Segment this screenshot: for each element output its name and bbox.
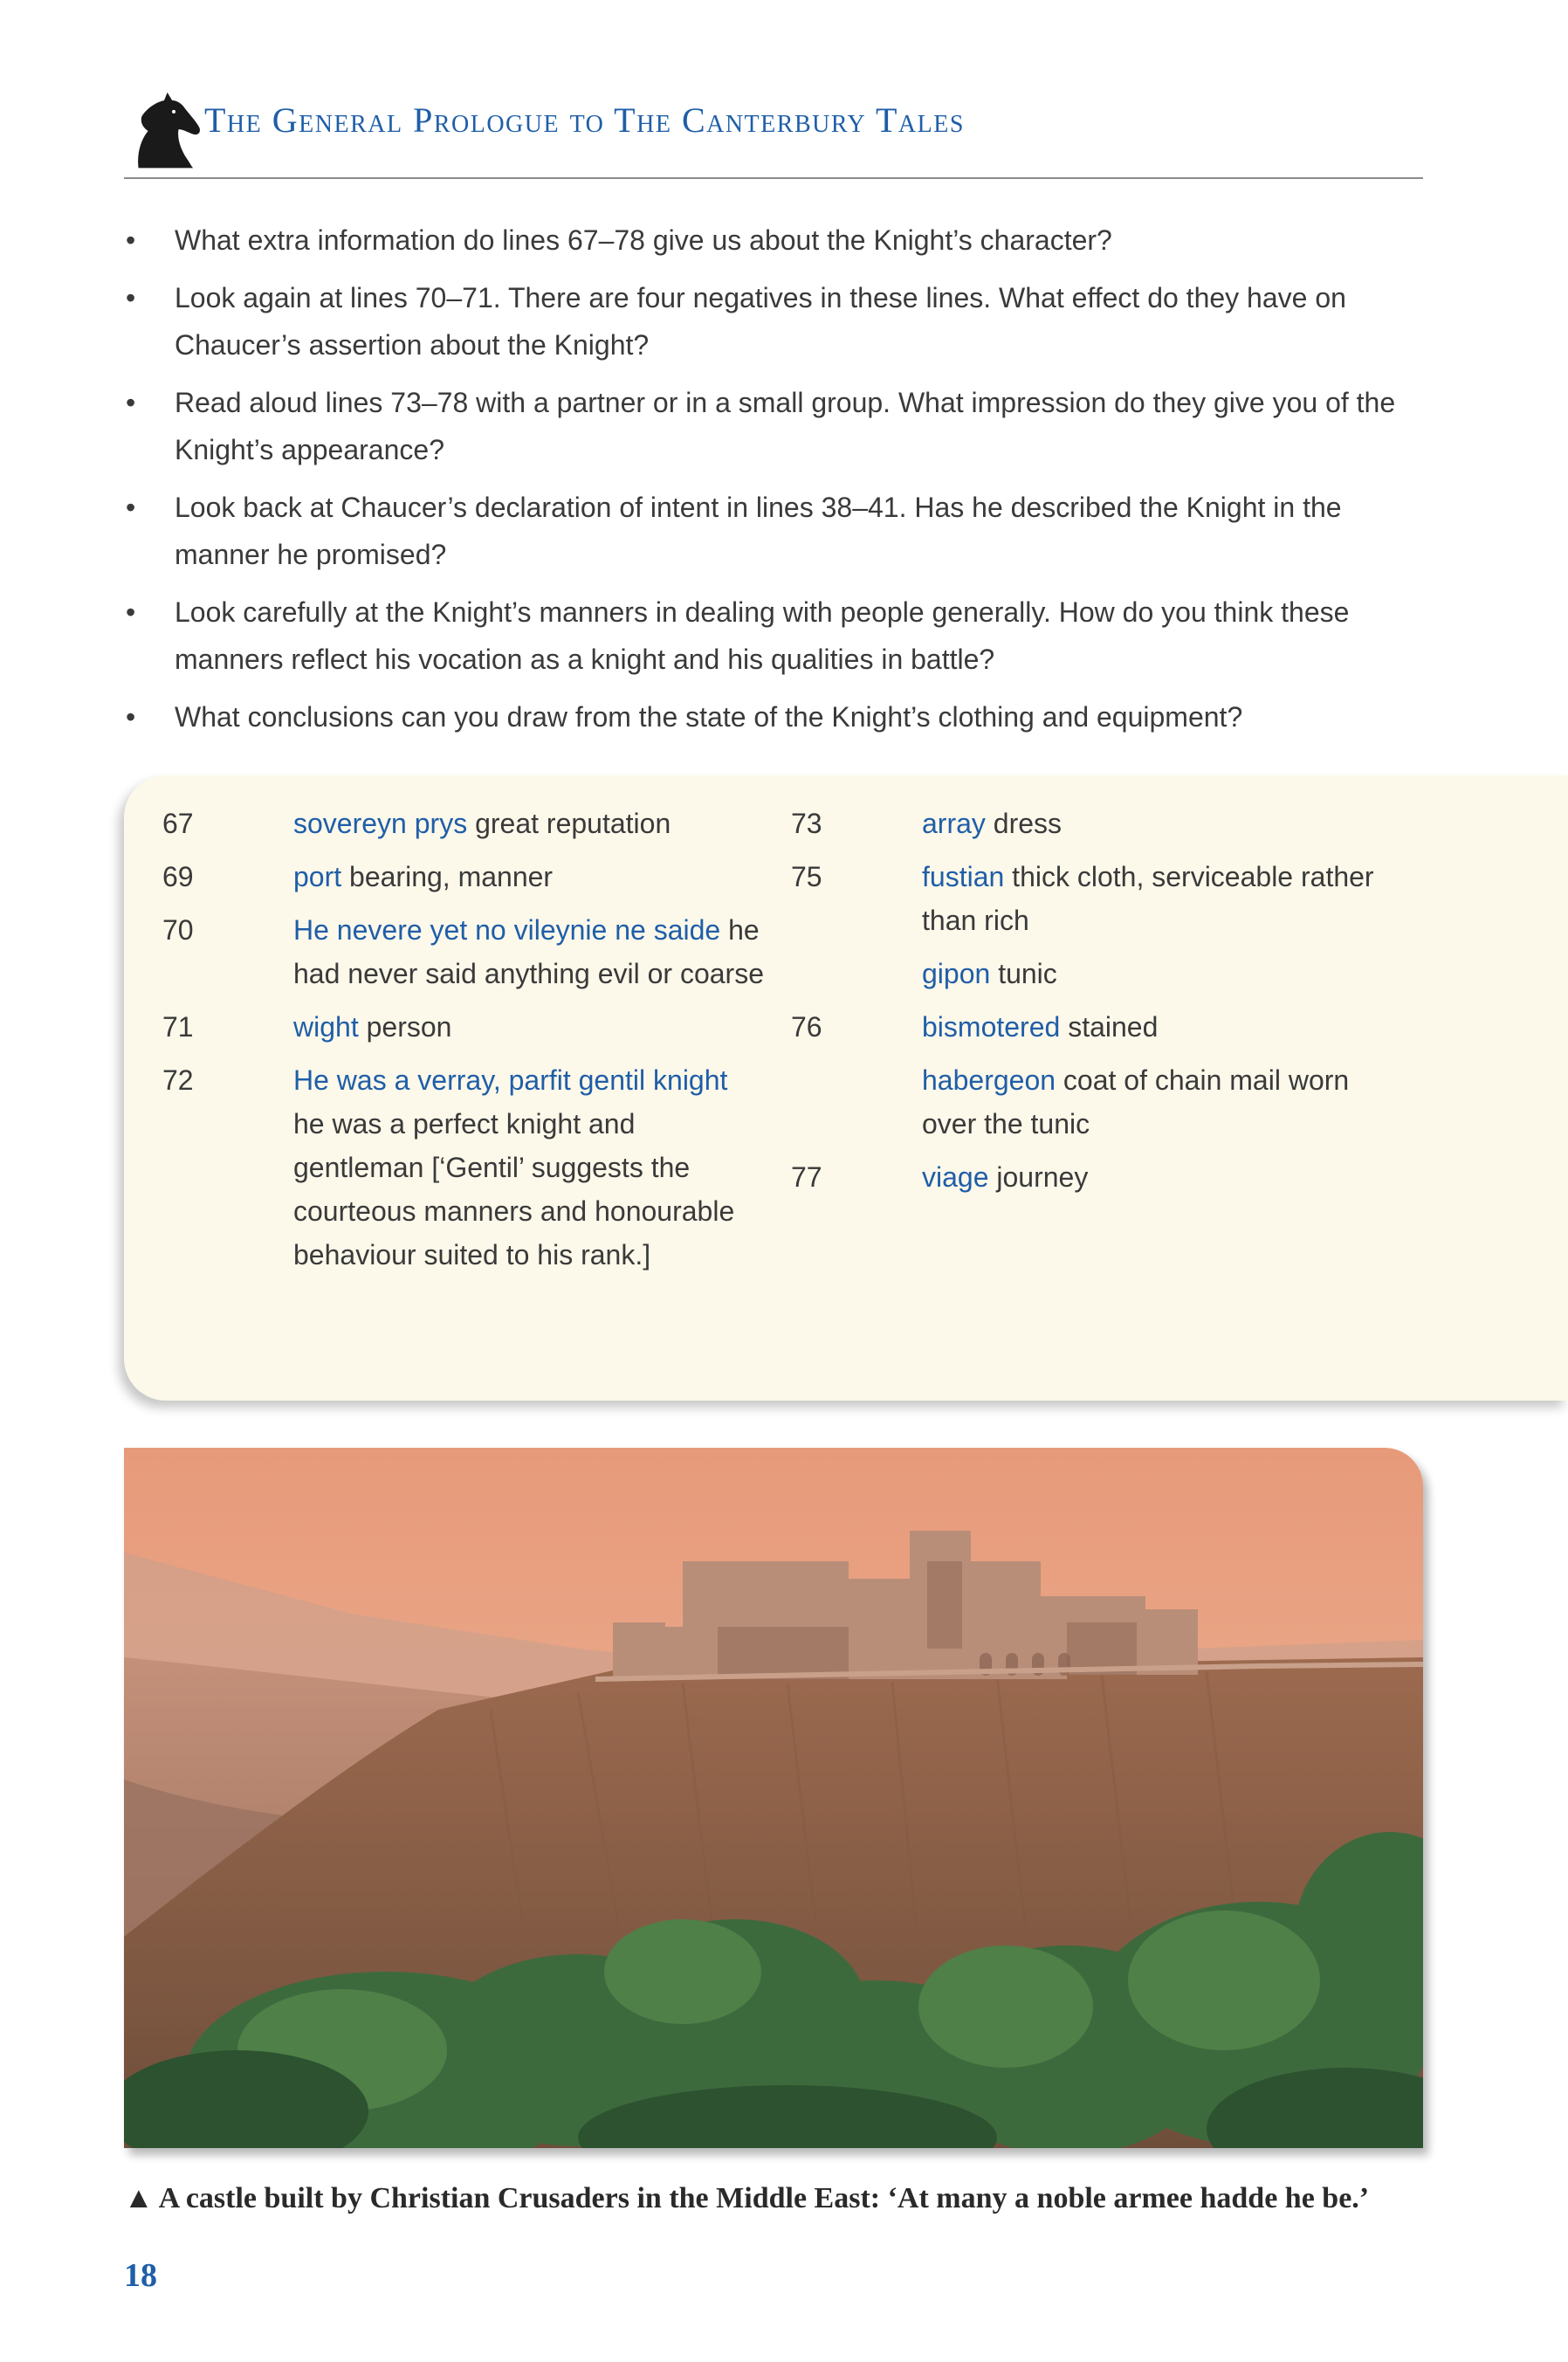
question-item <box>124 484 1416 578</box>
glossary-entry <box>791 1058 1402 1146</box>
question-list <box>124 217 1416 751</box>
question-text: Look carefully at the Knight’s manners in dealing with people generally. How do you think these manners reflect his vocation as a knight and his qualities in battle? <box>175 596 1350 675</box>
glossary-term: fustian <box>922 861 1005 892</box>
glossary-entry <box>791 802 1402 845</box>
glossary-definition: journey <box>988 1161 1089 1193</box>
glossary-term: wight <box>293 1011 359 1043</box>
glossary-definition: person <box>358 1011 452 1043</box>
glossary-definition: stained <box>1060 1011 1159 1043</box>
glossary-entry <box>162 908 774 995</box>
glossary-body <box>293 802 765 845</box>
question-text: What conclusions can you draw from the state of the Knight’s clothing and equipment? <box>175 701 1243 733</box>
glossary-body <box>922 1005 1376 1049</box>
line-number: 77 <box>791 1161 822 1193</box>
bullet: • <box>126 701 136 733</box>
question-text: What extra information do lines 67–78 give us about the Knight’s character? <box>175 224 1112 256</box>
bullet: • <box>126 224 136 256</box>
line-number: 76 <box>791 1011 822 1043</box>
question-item <box>124 693 1416 740</box>
glossary-definition: great reputation <box>467 808 671 839</box>
line-number: 73 <box>791 808 822 839</box>
glossary-term: He nevere yet no vileynie ne saide <box>293 914 721 946</box>
header-divider <box>124 177 1423 179</box>
glossary-term: bismotered <box>922 1011 1061 1043</box>
glossary-body <box>293 1058 765 1277</box>
glossary-body <box>922 952 1376 995</box>
glossary-column-right <box>791 802 1402 1209</box>
bullet: • <box>126 492 136 523</box>
glossary-term: viage <box>922 1161 989 1193</box>
glossary-entry <box>162 855 774 899</box>
glossary-column-left <box>162 802 774 1286</box>
glossary-definition: he was a perfect knight and gentleman [‘Gentil’ suggests the courteous manners and honourable behaviour suited to his rank.] <box>293 1108 735 1271</box>
castle-photo-illustration <box>124 1448 1423 2148</box>
glossary-definition: thick cloth, serviceable rather than rich <box>922 861 1374 936</box>
question-item <box>124 274 1416 368</box>
line-number: 67 <box>162 808 194 839</box>
glossary-entry <box>162 802 774 845</box>
glossary-term: habergeon <box>922 1064 1056 1096</box>
glossary-entry <box>791 952 1402 995</box>
running-header <box>124 86 1423 180</box>
question-text: Look back at Chaucer’s declaration of intent in lines 38–41. Has he described the Knight in the manner he promised? <box>175 492 1342 570</box>
glossary-term: gipon <box>922 958 991 989</box>
glossary-body <box>922 1155 1376 1199</box>
glossary-definition: coat of chain mail worn over the tunic <box>922 1064 1350 1140</box>
glossary-entry <box>162 1005 774 1049</box>
horse-head-icon <box>124 91 204 171</box>
question-text: Look again at lines 70–71. There are four negatives in these lines. What effect do they have on Chaucer’s assertion about the Knight? <box>175 282 1346 361</box>
glossary-term: sovereyn prys <box>293 808 468 839</box>
question-item <box>124 379 1416 473</box>
header-title: The General Prologue to The Canterbury Tales <box>204 100 965 140</box>
glossary-entry <box>791 1155 1402 1199</box>
question-item <box>124 589 1416 683</box>
line-number: 69 <box>162 861 194 892</box>
glossary-body <box>293 1005 765 1049</box>
question-item <box>124 217 1416 264</box>
glossary-panel <box>124 775 1568 1401</box>
castle-photo <box>124 1448 1423 2148</box>
line-number: 75 <box>791 861 822 892</box>
glossary-definition: bearing, manner <box>341 861 554 892</box>
glossary-body <box>922 802 1376 845</box>
glossary-body <box>922 1058 1376 1146</box>
glossary-body <box>922 855 1376 942</box>
glossary-definition: tunic <box>990 958 1057 989</box>
line-number: 70 <box>162 914 194 946</box>
glossary-entry <box>791 1005 1402 1049</box>
glossary-definition: he had never said anything evil or coarse <box>293 914 764 989</box>
glossary-term: port <box>293 861 342 892</box>
glossary-entry <box>791 855 1402 942</box>
glossary-definition: dress <box>985 808 1063 839</box>
glossary-body <box>293 855 765 899</box>
line-number: 71 <box>162 1011 194 1043</box>
line-number: 72 <box>162 1064 194 1096</box>
glossary-term: He was a verray, parfit gentil knight <box>293 1064 728 1096</box>
glossary-term: array <box>922 808 986 839</box>
bullet: • <box>126 282 136 313</box>
glossary-body <box>293 908 765 995</box>
photo-caption <box>124 2178 1521 2220</box>
bullet: • <box>126 387 136 418</box>
question-text: Read aloud lines 73–78 with a partner or in a small group. What impression do they give you of the Knight’s appearance? <box>175 387 1396 465</box>
caption-text: A castle built by Christian Crusaders in the Middle East: ‘At many a noble armee hadde he be.’ <box>158 2182 1370 2214</box>
page-number: 18 <box>124 2257 157 2294</box>
triangle-up-icon: ▲ <box>124 2182 154 2214</box>
bullet: • <box>126 596 136 628</box>
glossary-entry <box>162 1058 774 1277</box>
